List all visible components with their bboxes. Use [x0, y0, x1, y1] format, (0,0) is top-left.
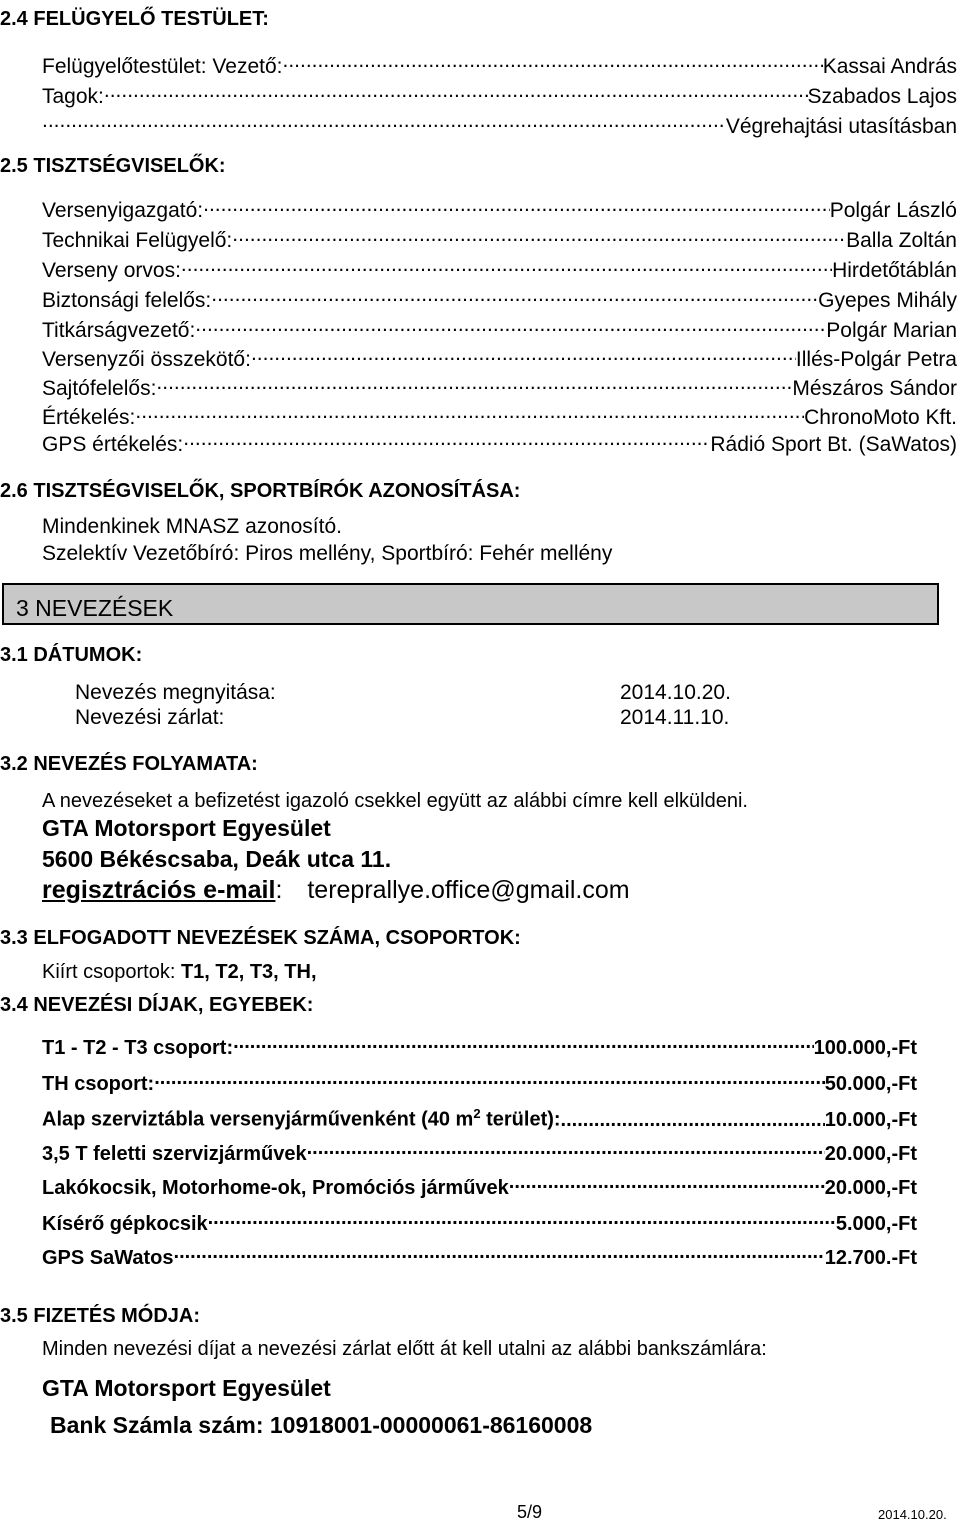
chapter-3-title-box	[2, 583, 939, 625]
footer-date: 2014.10.20.	[878, 1507, 947, 1522]
row-value: Balla Zoltán	[846, 229, 957, 253]
fee-row	[42, 1170, 917, 1200]
fee-value: 5.000,-Ft	[835, 1213, 917, 1235]
row-value: Mészáros Sándor	[792, 377, 957, 401]
groups-list: T1, T2, T3, TH,	[180, 961, 317, 983]
official-row	[42, 252, 957, 283]
date-label: Nevezés megnyitása:	[75, 681, 276, 704]
row-label: Titkárságvezető:	[42, 319, 196, 343]
email-line	[42, 876, 630, 905]
fee-label: GPS SaWatos	[42, 1247, 174, 1269]
identification-line-2: Szelektív Vezetőbíró: Piros mellény, Sportbíró: Fehér mellény	[42, 542, 613, 565]
row-value: Polgár László	[829, 199, 957, 223]
row-label: Versenyigazgató:	[42, 199, 204, 223]
date-value: 2014.11.10.	[620, 706, 730, 729]
email-address[interactable]: tereprallye.office@gmail.com	[307, 876, 630, 904]
row-value: Végrehajtási utasításban	[725, 115, 957, 139]
email-colon: :	[275, 876, 283, 904]
date-label: Nevezési zárlat:	[75, 706, 225, 729]
payment-organizer: GTA Motorsport Egyesület	[42, 1375, 331, 1401]
entry-process-text: A nevezéseket a befizetést igazoló csekkel együtt az alábbi címre kell elküldeni.	[42, 790, 748, 812]
row-value: Polgár Marian	[826, 319, 957, 343]
page-number: 5/9	[517, 1502, 543, 1522]
date-value: 2014.10.20.	[620, 681, 731, 704]
fee-value: 50.000,-Ft	[824, 1073, 917, 1095]
section-2-5-heading: 2.5 TISZTSÉGVISELŐK:	[0, 155, 226, 177]
row-value: Szabados Lajos	[807, 85, 957, 109]
groups-line	[42, 961, 317, 984]
members-row	[42, 78, 957, 109]
section-3-4-heading: 3.4 NEVEZÉSI DÍJAK, EGYEBEK:	[0, 994, 314, 1016]
row-label: Technikai Felügyelő:	[42, 229, 233, 253]
row-label: Felügyelőtestület: Vezető:	[42, 55, 283, 79]
fee-row	[42, 1206, 917, 1236]
fee-label: Lakókocsik, Motorhome-ok, Promóciós járművek	[42, 1177, 509, 1199]
payment-text: Minden nevezési díjat a nevezési zárlat előtt át kell utalni az alábbi bankszámlára:	[42, 1338, 767, 1360]
fee-value: 12.700.-Ft	[824, 1247, 917, 1269]
fee-row	[42, 1240, 917, 1270]
row-value: Gyepes Mihály	[818, 289, 957, 313]
fee-label: Kísérő gépkocsik	[42, 1213, 208, 1235]
bank-account: Bank Számla szám: 10918001-00000061-86160008	[50, 1412, 593, 1438]
fee-label-part: terület):	[480, 1109, 561, 1131]
row-value: Hirdetőtáblán	[832, 259, 957, 283]
fee-value: 100.000,-Ft	[813, 1037, 917, 1059]
row-label: Biztonsági felelős:	[42, 289, 212, 313]
row-label: Verseny orvos:	[42, 259, 181, 283]
row-label: GPS értékelés:	[42, 433, 184, 457]
fee-value: 20.000,-Ft	[824, 1143, 917, 1165]
official-row	[42, 370, 957, 401]
row-label: Versenyzői összekötő:	[42, 348, 251, 372]
fee-value: 10.000,-Ft	[824, 1109, 917, 1131]
groups-prefix: Kiírt csoportok:	[42, 961, 181, 983]
fee-row	[42, 1030, 917, 1060]
section-2-6-heading: 2.6 TISZTSÉGVISELŐK, SPORTBÍRÓK AZONOSÍTÁSA:	[0, 480, 521, 502]
fee-label: TH csoport:	[42, 1073, 155, 1095]
superscript: 2	[473, 1106, 481, 1122]
row-label: Értékelés:	[42, 406, 136, 430]
row-value: ChronoMoto Kft.	[804, 406, 957, 430]
fee-row	[42, 1098, 917, 1132]
members-row-2	[42, 108, 957, 139]
section-3-1-heading: 3.1 DÁTUMOK:	[0, 644, 143, 666]
section-3-5-heading: 3.5 FIZETÉS MÓDJA:	[0, 1305, 201, 1327]
chapter-3-title: 3 NEVEZÉSEK	[16, 595, 174, 621]
fee-value: 20.000,-Ft	[824, 1177, 917, 1199]
row-value: Kassai András	[822, 55, 957, 79]
fee-row	[42, 1066, 917, 1096]
section-2-4-heading: 2.4 FELÜGYELŐ TESTÜLET:	[0, 8, 269, 30]
organizer-address: 5600 Békéscsaba, Deák utca 11.	[42, 846, 392, 872]
official-row	[42, 341, 957, 372]
official-row	[42, 192, 957, 223]
official-row	[42, 426, 957, 457]
row-label: Tagok:	[42, 85, 104, 109]
fee-label: 3,5 T feletti szervizjárművek	[42, 1143, 307, 1165]
section-3-3-heading: 3.3 ELFOGADOTT NEVEZÉSEK SZÁMA, CSOPORTOK:	[0, 927, 521, 949]
row-label: Sajtófelelős:	[42, 377, 157, 401]
fee-label	[42, 1106, 561, 1132]
official-row	[42, 222, 957, 253]
identification-line-1: Mindenkinek MNASZ azonosító.	[42, 515, 342, 538]
fee-label-part: Alap szerviztábla versenyjárművenként (40 m	[42, 1109, 474, 1131]
row-value: Illés-Polgár Petra	[795, 348, 957, 372]
row-value: Rádió Sport Bt. (SaWatos)	[710, 433, 957, 457]
fee-label: T1 - T2 - T3 csoport:	[42, 1037, 234, 1059]
email-label: regisztrációs e-mail	[42, 876, 276, 904]
official-row	[42, 282, 957, 313]
supervisory-leader-row	[42, 48, 957, 79]
official-row	[42, 312, 957, 343]
fee-row	[42, 1136, 917, 1166]
section-3-2-heading: 3.2 NEVEZÉS FOLYAMATA:	[0, 753, 258, 775]
organizer-name: GTA Motorsport Egyesület	[42, 815, 331, 841]
